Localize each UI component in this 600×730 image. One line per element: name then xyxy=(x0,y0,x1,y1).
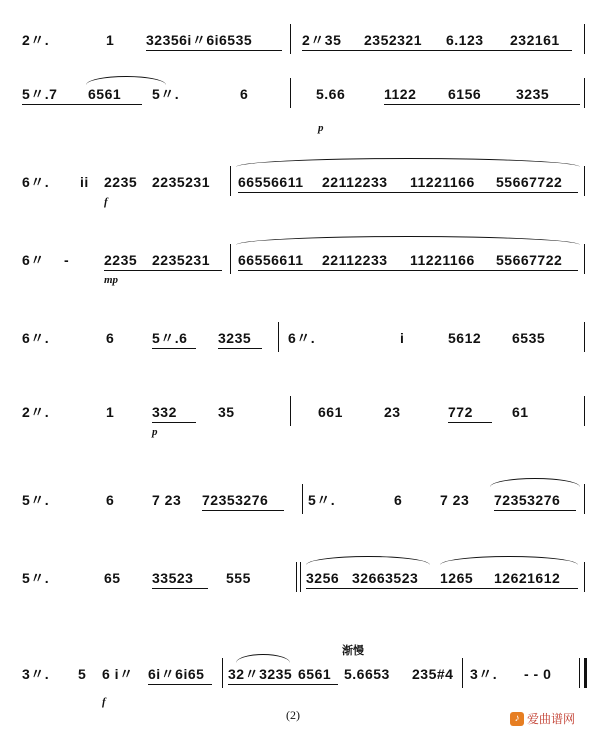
note-group: 11221166 xyxy=(410,174,475,190)
slur xyxy=(440,556,578,565)
slur xyxy=(236,158,580,167)
note-group: 2352321 xyxy=(364,32,423,48)
note-group: 2235231 xyxy=(152,174,211,190)
underline xyxy=(494,510,576,511)
note-group: 7 23 xyxy=(440,492,470,508)
note-group: 6.123 xyxy=(446,32,484,48)
note-group: 6〃. xyxy=(288,330,316,346)
barline xyxy=(584,244,585,274)
final-barline xyxy=(584,658,587,688)
underline xyxy=(22,104,142,105)
barline xyxy=(222,658,223,688)
note-group: 5〃. xyxy=(22,570,50,586)
note-group: 22112233 xyxy=(322,174,388,190)
note-group: 66556611 xyxy=(238,252,304,268)
score-line-1 xyxy=(0,18,600,58)
score-line-4 xyxy=(0,238,600,286)
dynamic-mark: mp xyxy=(104,274,119,286)
slur xyxy=(490,478,580,487)
note-group: 35 xyxy=(218,404,235,420)
note-group: 772 xyxy=(448,404,473,420)
note-group: 2235231 xyxy=(152,252,211,268)
note-group: 2235 xyxy=(104,174,138,190)
tempo-marking: 渐慢 xyxy=(342,645,364,657)
dynamic-mark: p xyxy=(318,122,324,134)
note-group: 235#4 xyxy=(412,666,454,682)
note-group: 55667722 xyxy=(496,252,563,268)
underline xyxy=(238,192,578,193)
note-group: 5〃. xyxy=(152,86,180,102)
note-group: 6 i〃 xyxy=(102,666,134,682)
note-group: 5 xyxy=(78,666,87,682)
note-group: 5612 xyxy=(448,330,482,346)
note-group: 65 xyxy=(104,570,121,586)
underline xyxy=(146,50,282,51)
slur xyxy=(236,654,290,663)
note-group: 3〃. xyxy=(470,666,498,682)
underline xyxy=(306,588,578,589)
barline xyxy=(584,562,585,592)
note-group: 555 xyxy=(226,570,251,586)
score-line-2 xyxy=(0,72,600,134)
note-group: 332 xyxy=(152,404,177,420)
note-group: 2〃. xyxy=(22,404,50,420)
music-note-icon: ♪ xyxy=(510,712,524,726)
note-group: 2235 xyxy=(104,252,138,268)
watermark-logo xyxy=(510,710,575,727)
page-number: (2) xyxy=(286,708,300,722)
barline xyxy=(584,166,585,196)
underline xyxy=(238,270,578,271)
note-group: 1265 xyxy=(440,570,474,586)
dynamic-mark: f xyxy=(104,196,108,208)
score-line-7 xyxy=(0,478,600,518)
barline xyxy=(584,78,585,108)
note-group: 1 xyxy=(106,404,115,420)
note-group: 661 xyxy=(318,404,343,420)
underline xyxy=(152,588,208,589)
note-group: 61 xyxy=(512,404,529,420)
note-group: 5〃.6 xyxy=(152,330,188,346)
note-group: 72353276 xyxy=(494,492,561,508)
barline xyxy=(584,24,585,54)
barline xyxy=(278,322,279,352)
slur xyxy=(306,556,430,565)
slur xyxy=(236,236,580,245)
underline xyxy=(152,348,196,349)
note-group: 232161 xyxy=(510,32,560,48)
score-line-5 xyxy=(0,316,600,356)
note-group: 5.6653 xyxy=(344,666,390,682)
note-group: 5.66 xyxy=(316,86,346,102)
barline xyxy=(290,396,291,426)
underline xyxy=(148,684,212,685)
note-group: 5〃.7 xyxy=(22,86,58,102)
note-group: 6〃. xyxy=(22,174,50,190)
underline xyxy=(302,50,572,51)
note-group: 6561 xyxy=(88,86,122,102)
note-group: 32〃3235 xyxy=(228,666,293,682)
dynamic-mark: f xyxy=(102,696,106,708)
note-group: 6i〃6i65 xyxy=(148,666,205,682)
barline xyxy=(300,562,301,592)
score-line-9 xyxy=(0,652,600,708)
note-group: 6561 xyxy=(298,666,332,682)
note-group: 6〃 xyxy=(22,252,45,268)
note-group: 22112233 xyxy=(322,252,388,268)
note-group: 5〃. xyxy=(22,492,50,508)
note-group: 32663523 xyxy=(352,570,419,586)
note-group: 1122 xyxy=(384,86,417,102)
note-group: 1 xyxy=(106,32,115,48)
note-group: - xyxy=(64,252,70,268)
note-group: 33523 xyxy=(152,570,194,586)
watermark-text: 爱曲谱网 xyxy=(527,712,576,726)
note-group: 32356i〃6i6535 xyxy=(146,32,253,48)
barline xyxy=(296,562,297,592)
dynamic-mark: p xyxy=(152,426,158,438)
note-group: 7 23 xyxy=(152,492,182,508)
note-group: 6535 xyxy=(512,330,546,346)
note-group: 23 xyxy=(384,404,401,420)
score-line-8 xyxy=(0,556,600,596)
note-group: 3〃. xyxy=(22,666,50,682)
note-group: 6 xyxy=(240,86,249,102)
slur xyxy=(86,76,166,85)
barline xyxy=(230,166,231,196)
note-group: 3235 xyxy=(516,86,550,102)
barline xyxy=(230,244,231,274)
note-group: 6 xyxy=(106,492,115,508)
barline xyxy=(579,658,580,688)
note-group: 3256 xyxy=(306,570,340,586)
barline xyxy=(462,658,463,688)
barline xyxy=(584,484,585,514)
barline xyxy=(290,24,291,54)
score-line-3 xyxy=(0,160,600,208)
note-group: 12621612 xyxy=(494,570,561,586)
note-group: - - 0 xyxy=(524,666,552,682)
note-group: 66556611 xyxy=(238,174,304,190)
underline xyxy=(384,104,580,105)
barline xyxy=(584,396,585,426)
barline xyxy=(290,78,291,108)
underline xyxy=(228,684,338,685)
underline xyxy=(104,270,222,271)
note-group: 72353276 xyxy=(202,492,269,508)
note-group: 3235 xyxy=(218,330,252,346)
note-group: 2〃35 xyxy=(302,32,342,48)
score-line-6 xyxy=(0,390,600,438)
note-group: 6156 xyxy=(448,86,482,102)
note-group: 2〃. xyxy=(22,32,50,48)
note-group: 5〃. xyxy=(308,492,336,508)
note-group: 55667722 xyxy=(496,174,563,190)
note-group: ii xyxy=(80,174,89,190)
note-group: 6 xyxy=(394,492,403,508)
underline xyxy=(218,348,262,349)
note-group: 11221166 xyxy=(410,252,475,268)
note-group: 6 xyxy=(106,330,115,346)
underline xyxy=(152,422,196,423)
barline xyxy=(302,484,303,514)
note-group: i xyxy=(400,330,405,346)
underline xyxy=(202,510,284,511)
note-group: 6〃. xyxy=(22,330,50,346)
underline xyxy=(448,422,492,423)
barline xyxy=(584,322,585,352)
